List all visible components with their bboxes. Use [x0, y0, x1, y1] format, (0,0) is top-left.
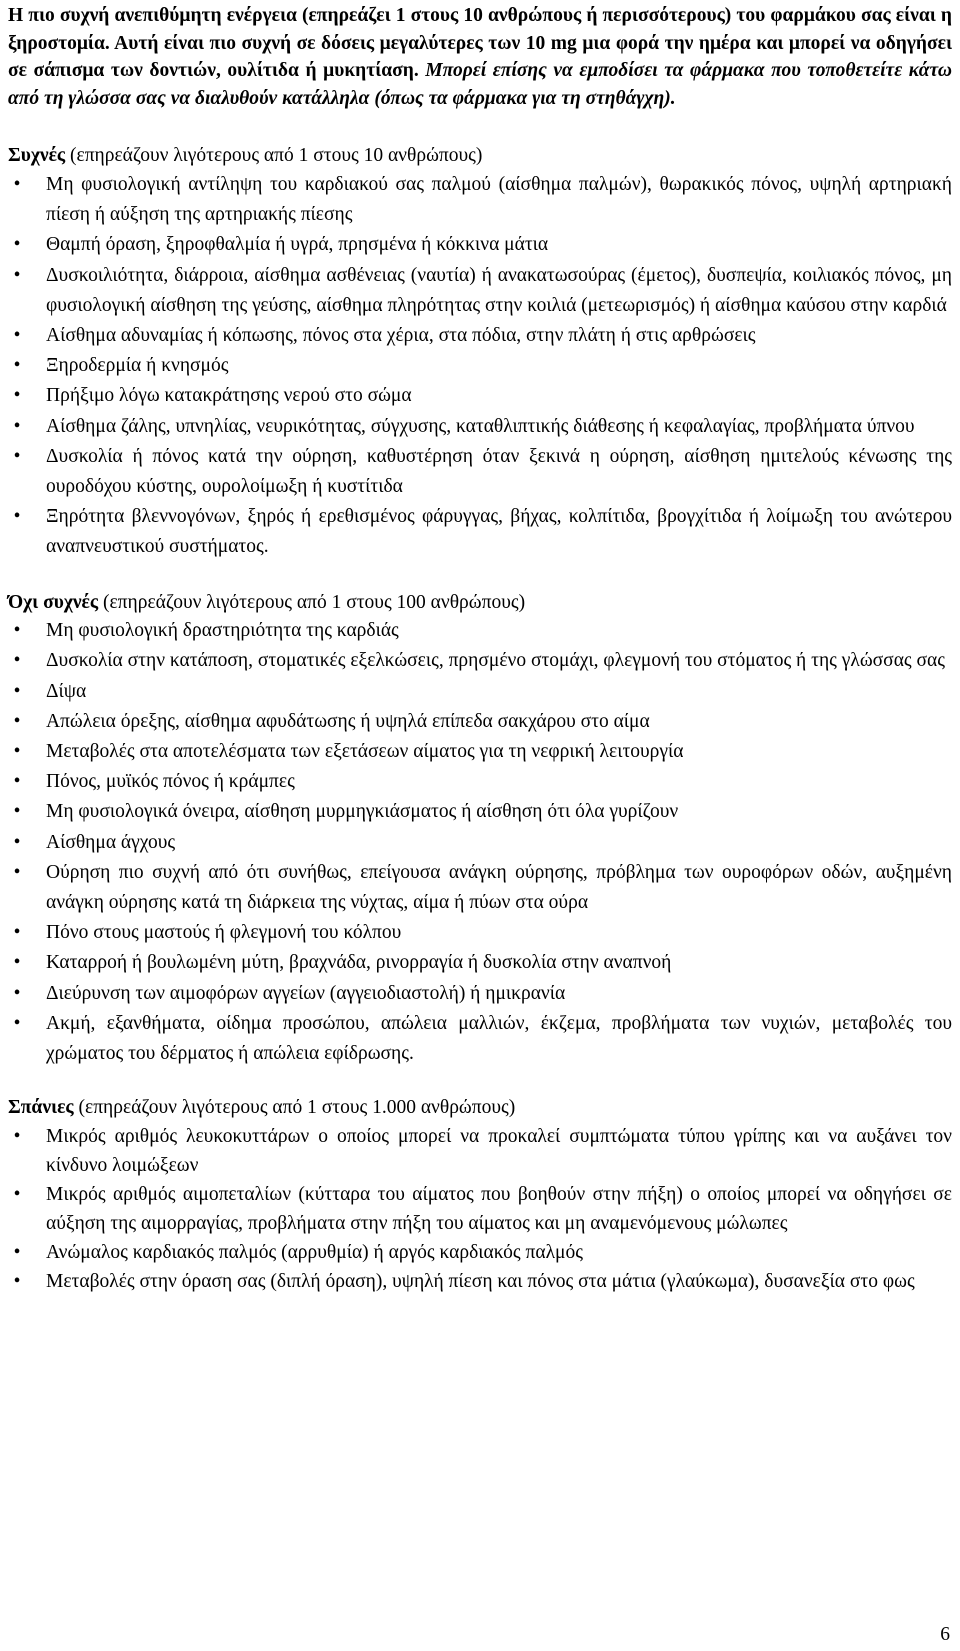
- list-item: [8, 707, 952, 737]
- list-item-text: Διεύρυνση των αιμοφόρων αγγείων (αγγειοδιαστολή) ή ημικρανία: [46, 982, 566, 1004]
- bullet-icon: •: [13, 620, 21, 642]
- section-common: [8, 142, 960, 562]
- list-item: [8, 412, 952, 442]
- bullet-icon: •: [13, 982, 21, 1004]
- list-item-text: Μεταβολές στα αποτελέσματα των εξετάσεων αίματος για τη νεφρική λειτουργία: [46, 741, 684, 763]
- section-heading-rare: [8, 1094, 960, 1122]
- bullet-icon: •: [13, 445, 21, 467]
- list-item: [8, 979, 952, 1009]
- list-item: [8, 351, 952, 381]
- section-heading-uncommon: [8, 589, 960, 617]
- list-item-text: Απώλεια όρεξης, αίσθημα αφυδάτωσης ή υψηλά επίπεδα σακχάρου στο αίμα: [46, 710, 650, 732]
- list-item: [8, 381, 952, 411]
- list-item: [8, 767, 952, 797]
- list-item: [8, 918, 952, 948]
- side-effect-list: [8, 616, 952, 1069]
- list-item: [8, 737, 952, 767]
- side-effect-list: [8, 170, 952, 563]
- bullet-icon: •: [13, 1183, 21, 1205]
- list-item: [8, 1180, 952, 1238]
- list-item-text: Μη φυσιολογικά όνειρα, αίσθηση μυρμηγκιάσματος ή αίσθηση ότι όλα γυρίζουν: [46, 801, 679, 823]
- bullet-icon: •: [13, 385, 21, 407]
- list-item-text: Δυσκολία στην κατάποση, στοματικές εξελκώσεις, πρησμένο στομάχι, φλεγμονή του στόματος ή της γλώσσας σας: [46, 650, 945, 672]
- frequency-qualifier: (επηρεάζουν λιγότερους από 1 στους 1.000 ανθρώπους): [73, 1097, 516, 1119]
- intro-bold-text: Η πιο συχνή ανεπιθύμητη ενέργεια (επηρεάζει 1 στους 10 ανθρώπους ή περισσότερους) του φαρμάκου σας είναι η ξηροστομία. Αυτή είναι πιο συχνή σε δόσεις μεγαλύτερες των 10 mg μια φορά την ημέρα και μπορεί να οδηγήσει σε σάπισμα των δοντιών, ουλίτιδα ή μυκητίαση.: [8, 5, 952, 82]
- list-item-text: Ξηρότητα βλεννογόνων, ξηρός ή ερεθισμένος φάρυγγας, βήχας, κολπίτιδα, βρογχίτιδα ή λοίμωξη του ανώτερου αναπνευστικού συστήματος.: [46, 506, 952, 558]
- list-item-text: Δυσκολία ή πόνος κατά την ούρηση, καθυστέρηση όταν ξεκινά η ούρηση, αίσθηση ημιτελούς κένωσης της ουροδόχου κύστης, ουρολοίμωξη ή κυστίτιδα: [46, 445, 952, 497]
- bullet-icon: •: [13, 1125, 21, 1147]
- list-item-text: Πρήξιμο λόγω κατακράτησης νερού στο σώμα: [46, 385, 412, 407]
- list-item: [8, 616, 952, 646]
- section-heading-common: [8, 142, 960, 170]
- section-uncommon: [8, 589, 960, 1070]
- frequency-qualifier: (επηρεάζουν λιγότερους από 1 στους 100 ανθρώπους): [98, 591, 526, 613]
- list-item-text: Αίσθημα ζάλης, υπνηλίας, νευρικότητας, σύγχυσης, καταθλιπτικής διάθεσης ή κεφαλαγίας, προβλήματα ύπνου: [46, 415, 915, 437]
- list-item: [8, 170, 952, 230]
- list-item: [8, 858, 952, 918]
- list-item-text: Ξηροδερμία ή κνησμός: [46, 355, 229, 377]
- bullet-icon: •: [13, 506, 21, 528]
- list-item-text: Μικρός αριθμός λευκοκυττάρων ο οποίος μπορεί να προκαλεί συμπτώματα τύπου γρίπης και να αυξάνει τον κίνδυνο λοιμώξεων: [46, 1125, 952, 1176]
- bullet-icon: •: [13, 415, 21, 437]
- list-item-text: Πόνος, μυϊκός πόνος ή κράμπες: [46, 771, 295, 793]
- frequency-qualifier: (επηρεάζουν λιγότερους από 1 στους 10 ανθρώπους): [65, 145, 483, 167]
- bullet-icon: •: [13, 952, 21, 974]
- bullet-icon: •: [13, 1012, 21, 1034]
- section-rare: [8, 1094, 960, 1296]
- bullet-icon: •: [13, 801, 21, 823]
- bullet-icon: •: [13, 234, 21, 256]
- list-item-text: Μη φυσιολογική δραστηριότητα της καρδιάς: [46, 620, 399, 642]
- list-item-text: Αίσθημα αδυναμίας ή κόπωσης, πόνος στα χέρια, στα πόδια, στην πλάτη ή στις αρθρώσεις: [46, 324, 756, 346]
- list-item-text: Αίσθημα άγχους: [46, 831, 176, 853]
- bullet-icon: •: [13, 1270, 21, 1292]
- page-number: 6: [940, 1624, 950, 1645]
- list-item-text: Πόνο στους μαστούς ή φλεγμονή του κόλπου: [46, 922, 402, 944]
- list-item-text: Μη φυσιολογική αντίληψη του καρδιακού σας παλμού (αίσθημα παλμών), θωρακικός πόνος, υψηλή αρτηριακή πίεση ή αύξηση της αρτηριακής πίεσης: [46, 173, 952, 226]
- bullet-icon: •: [13, 771, 21, 793]
- bullet-icon: •: [13, 324, 21, 346]
- bullet-icon: •: [13, 710, 21, 732]
- bullet-icon: •: [13, 355, 21, 377]
- side-effect-list: [8, 1122, 952, 1296]
- bullet-icon: •: [13, 1241, 21, 1263]
- list-item-text: Μεταβολές στην όραση σας (διπλή όραση), υψηλή πίεση και πόνος στα μάτια (γλαύκωμα), δυσανεξία στο φως: [46, 1270, 915, 1292]
- intro-paragraph: [8, 2, 952, 112]
- list-item: [8, 321, 952, 351]
- list-item-text: Ακμή, εξανθήματα, οίδημα προσώπου, απώλεια μαλλιών, έκζεμα, προβλήματα των νυχιών, μεταβολές του χρώματος του δέρματος ή απώλεια εφίδρωσης.: [46, 1012, 952, 1065]
- list-item-text: Μικρός αριθμός αιμοπεταλίων (κύτταρα του αίματος που βοηθούν στην πήξη) ο οποίος μπορεί να οδηγήσει σε αύξηση της αιμορραγίας, προβλήματα στην πήξη του αίματος και μη αναμενόμενους μώλωπες: [46, 1183, 952, 1234]
- bullet-icon: •: [13, 650, 21, 672]
- bullet-icon: •: [13, 264, 21, 286]
- frequency-term: Όχι συχνές: [8, 591, 99, 613]
- list-item-text: Ανώμαλος καρδιακός παλμός (αρρυθμία) ή αργός καρδιακός παλμός: [46, 1241, 583, 1263]
- list-item: [8, 828, 952, 858]
- intro-italic-text: Μπορεί επίσης να εμποδίσει τα φάρμακα που τοποθετείτε κάτω από τη γλώσσα σας να διαλυθούν κατάλληλα (όπως τα φάρμακα για τη στηθάγχη).: [8, 60, 953, 109]
- list-item: [8, 797, 952, 827]
- list-item: [8, 646, 952, 676]
- list-item-text: Ούρηση πιο συχνή από ότι συνήθως, επείγουσα ανάγκη ούρησης, πρόβλημα των ουροφόρων οδών, αυξημένη ανάγκη ούρησης κατά τη διάρκεια της νύχτας, αίμα ή πύων στα ούρα: [46, 861, 952, 914]
- document-page: [8, 2, 960, 1651]
- frequency-term: Σπάνιες: [8, 1097, 74, 1119]
- bullet-icon: •: [13, 680, 21, 702]
- bullet-icon: •: [13, 922, 21, 944]
- list-item: [8, 1009, 952, 1069]
- list-item: [8, 1122, 952, 1180]
- list-item: [8, 261, 952, 321]
- list-item: [8, 502, 952, 562]
- list-item: [8, 442, 952, 502]
- list-item-text: Θαμπή όραση, ξηροφθαλμία ή υγρά, πρησμένα ή κόκκινα μάτια: [46, 234, 549, 256]
- list-item-text: Δίψα: [46, 680, 87, 702]
- bullet-icon: •: [13, 741, 21, 763]
- bullet-icon: •: [13, 831, 21, 853]
- list-item: [8, 677, 952, 707]
- list-item-text: Δυσκοιλιότητα, διάρροια, αίσθημα ασθένειας (ναυτία) ή ανακατωσούρας (έμετος), δυσπεψία, κοιλιακός πόνος, μη φυσιολογική αίσθηση της γεύσης, αίσθημα πληρότητας στην κοιλιά (μετεωρισμός) ή αίσθημα καύσου στην καρδιά: [46, 264, 952, 316]
- list-item: [8, 1238, 952, 1267]
- bullet-icon: •: [13, 173, 21, 195]
- frequency-term: Συχνές: [8, 145, 66, 167]
- list-item-text: Καταρροή ή βουλωμένη μύτη, βραχνάδα, ρινορραγία ή δυσκολία στην αναπνοή: [46, 952, 672, 974]
- list-item: [8, 948, 952, 978]
- bullet-icon: •: [13, 861, 21, 883]
- list-item: [8, 1267, 952, 1296]
- list-item: [8, 230, 952, 260]
